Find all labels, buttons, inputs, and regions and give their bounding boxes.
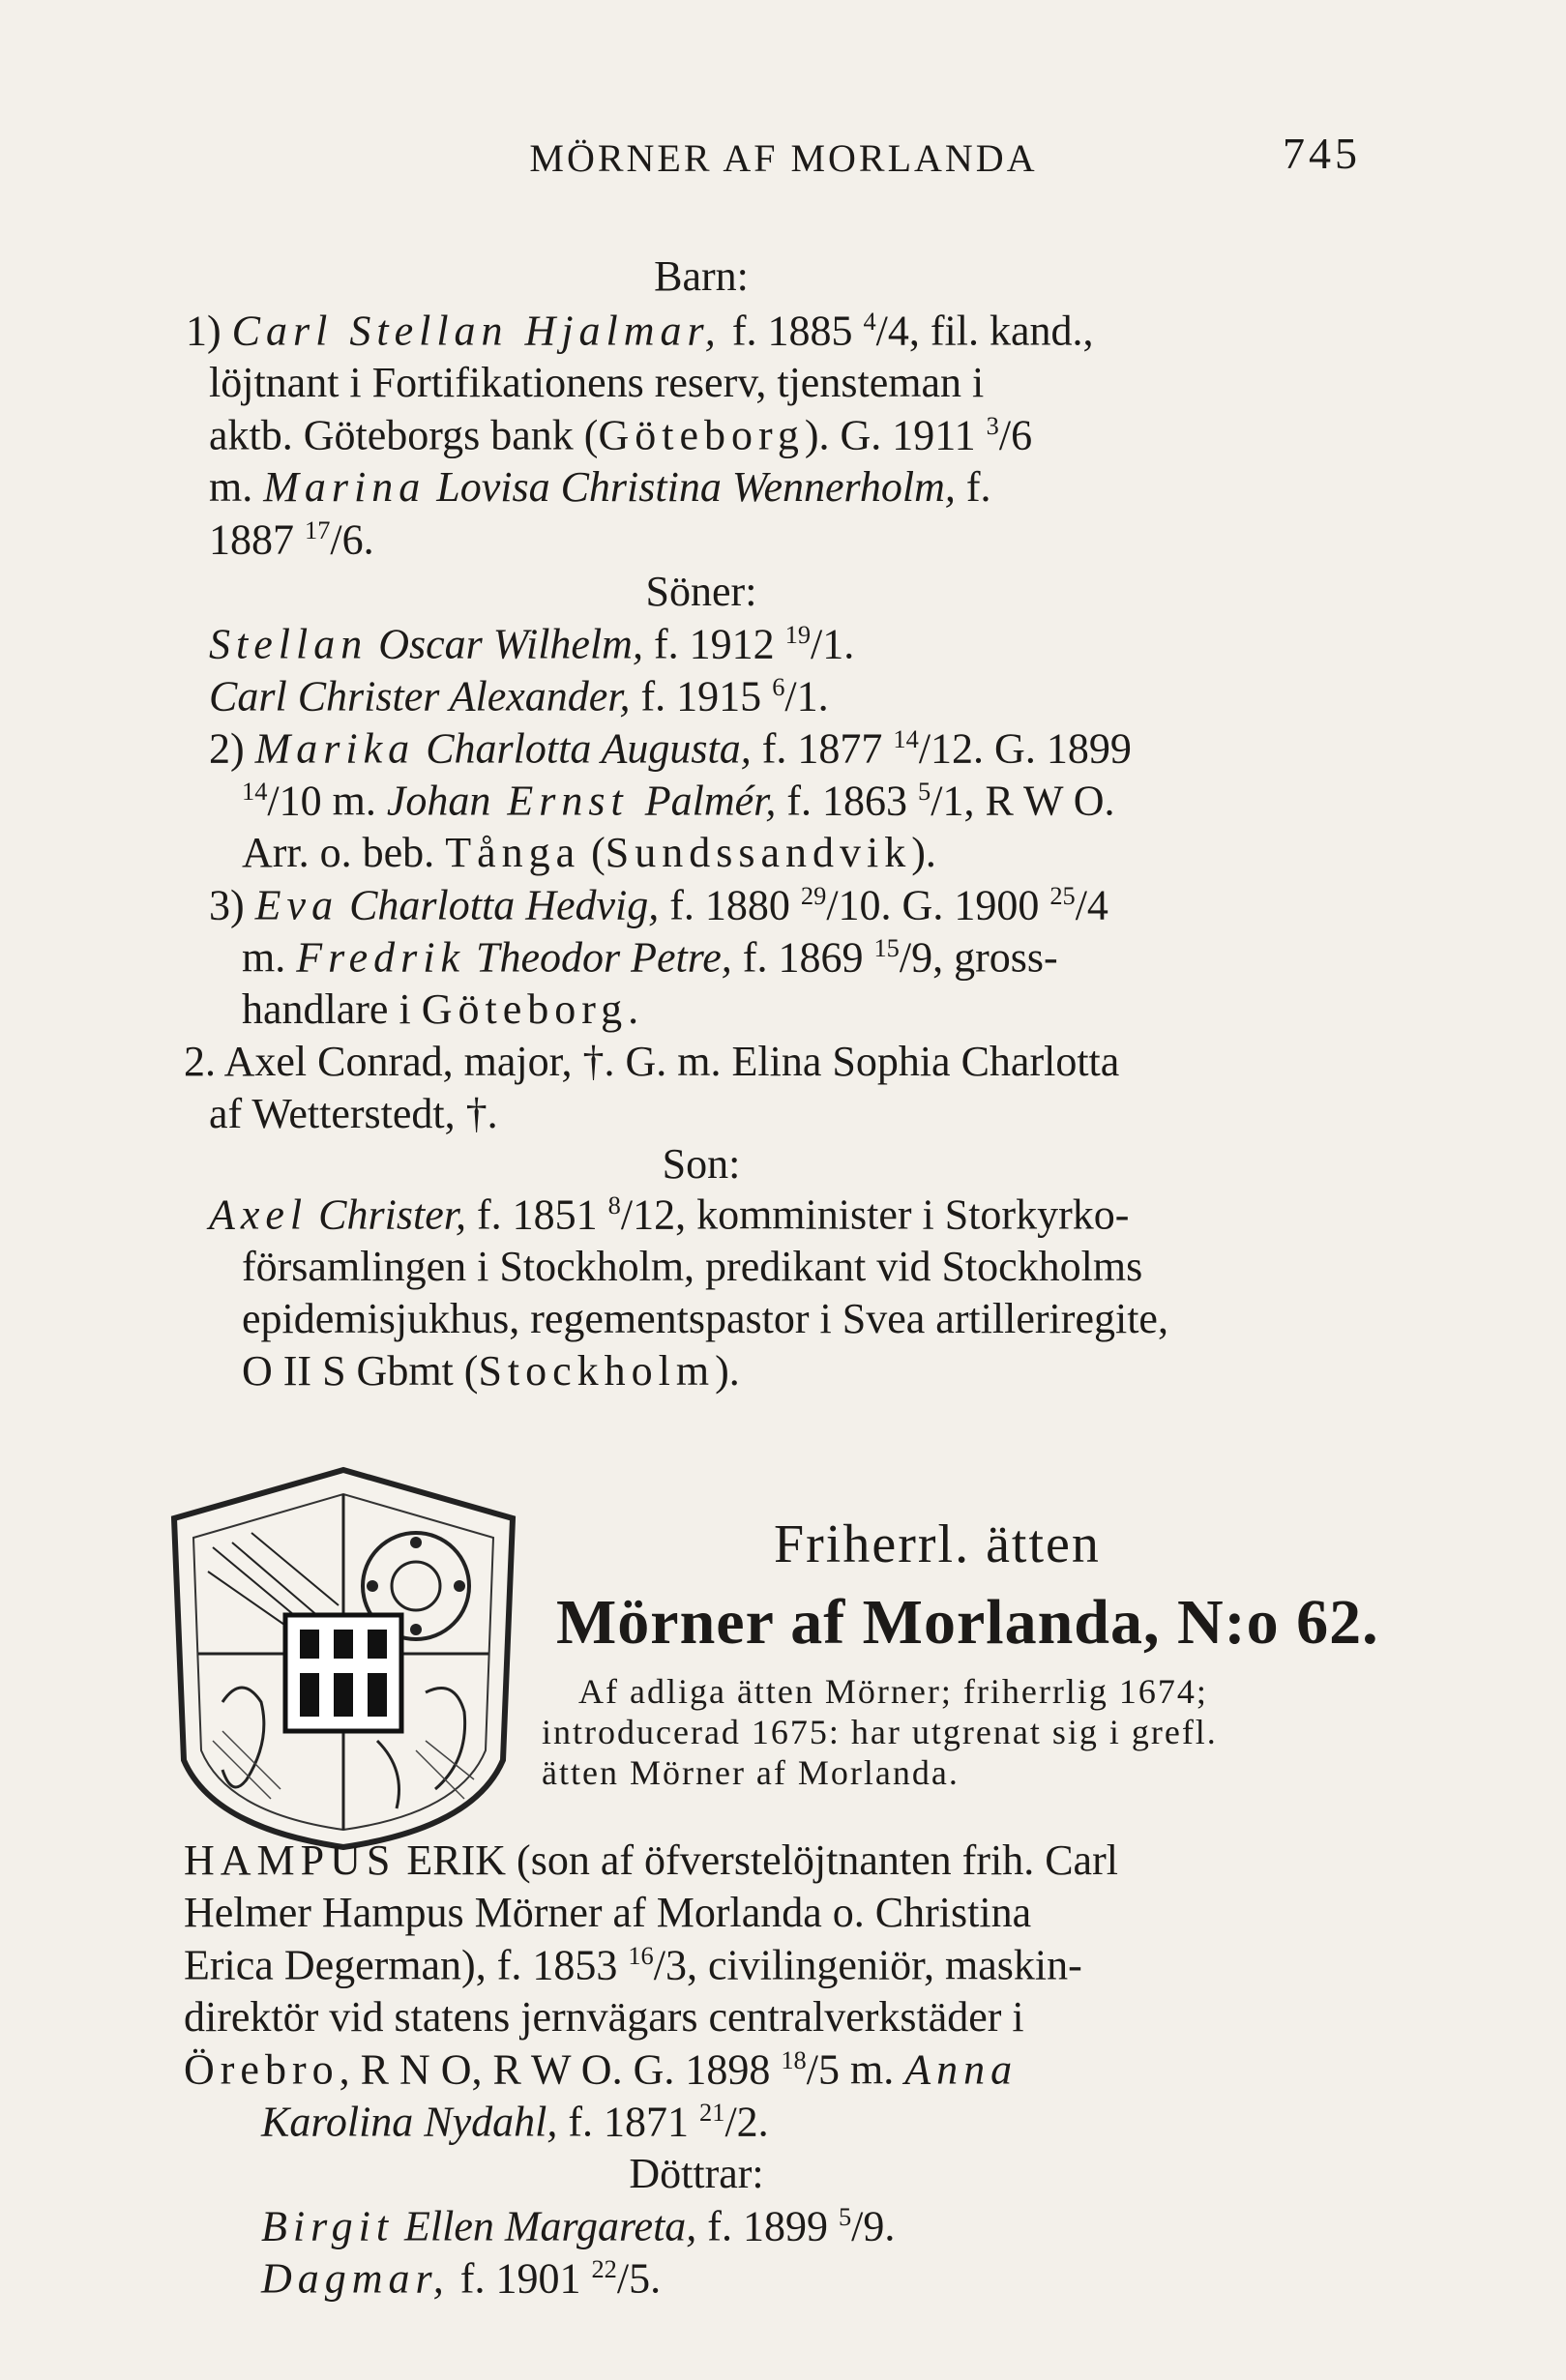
entry-line: $^{14}$/10 m. Johan Ernst Palmér, f. 1863 $^5$/1, R W O. [242, 777, 1115, 825]
section-heading-son: Son: [662, 1140, 741, 1188]
entry-line: handlare i Göteborg. [242, 985, 639, 1033]
entry-line: Örebro, R N O, R W O. G. 1898 $^{18}$/5 m. Anna [184, 2045, 1019, 2094]
entry-line: Karolina Nydahl, f. 1871 $^{21}$/2. [261, 2098, 769, 2146]
entry-line: Erica Degerman), f. 1853 $^{16}$/3, civilingeniör, maskin- [184, 1941, 1082, 1989]
running-header: MÖRNER AF MORLANDA [529, 136, 1038, 180]
entry-line: m. Marina Lovisa Christina Wennerholm, f. [209, 463, 991, 511]
section-heading-dottrar: Döttrar: [629, 2150, 764, 2197]
section-heading-barn: Barn: [654, 252, 749, 300]
entry-line: m. Fredrik Theodor Petre, f. 1869 $^{15}$/9, gross- [242, 933, 1058, 982]
entry-line: 2. Axel Conrad, major, †. G. m. Elina Sophia Charlotta [184, 1038, 1120, 1085]
entry-line: Dagmar, f. 1901 $^{22}$/5. [261, 2254, 662, 2303]
family-name-heading: Mörner af Morlanda, N:o 62. [556, 1587, 1379, 1658]
entry-line: Stellan Oscar Wilhelm, f. 1912 $^{19}$/1. [209, 620, 855, 668]
entry-line: löjtnant i Fortifikationens reserv, tjensteman i [209, 359, 985, 406]
entry-line: 1887 $^{17}$/6. [209, 515, 374, 564]
entry-line: Birgit Ellen Margareta, f. 1899 $^5$/9. [261, 2202, 896, 2250]
family-summary-line: introducerad 1675: har utgrenat sig i grefl. [542, 1713, 1218, 1751]
entry-line: af Wetterstedt, †. [209, 1090, 498, 1137]
entry-line: direktör vid statens jernvägars centralverkstäder i [184, 1993, 1024, 2041]
entry-line: Helmer Hampus Mörner af Morlanda o. Christina [184, 1889, 1032, 1936]
entry-line: 1) Carl Stellan Hjalmar, f. 1885 $^4$/4, fil. kand., [186, 307, 1094, 355]
entry-line: HAMPUS ERIK (son af öfverstelöjtnanten frih. Carl [184, 1836, 1118, 1884]
family-summary-line: ätten Mörner af Morlanda. [542, 1753, 960, 1792]
entry-line: 2) Marika Charlotta Augusta, f. 1877 $^{14}$/12. G. 1899 [209, 724, 1132, 773]
entry-line: Arr. o. beb. Tånga (Sundssandvik). [242, 829, 936, 876]
page-number: 745 [1283, 129, 1361, 178]
entry-line: församlingen i Stockholm, predikant vid Stockholms [242, 1243, 1143, 1290]
family-summary-line: Af adliga ätten Mörner; friherrlig 1674; [578, 1672, 1208, 1711]
family-title: Friherrl. ätten [774, 1514, 1101, 1574]
coat-of-arms-image [155, 1451, 532, 1857]
entry-line: 3) Eva Charlotta Hedvig, f. 1880 $^{29}$/10. G. 1900 $^{25}$/4 [209, 881, 1108, 929]
entry-line: aktb. Göteborgs bank (Göteborg). G. 1911 $^3$/6 [209, 411, 1033, 459]
entry-line: O II S Gbmt (Stockholm). [242, 1347, 740, 1395]
entry-line: epidemisjukhus, regementspastor i Svea artilleriregite, [242, 1295, 1168, 1342]
entry-line: Axel Christer, f. 1851 $^8$/12, komminister i Storkyrko- [209, 1190, 1130, 1239]
entry-line: Carl Christer Alexander, f. 1915 $^6$/1. [209, 672, 829, 720]
section-heading-soner: Söner: [645, 568, 757, 615]
